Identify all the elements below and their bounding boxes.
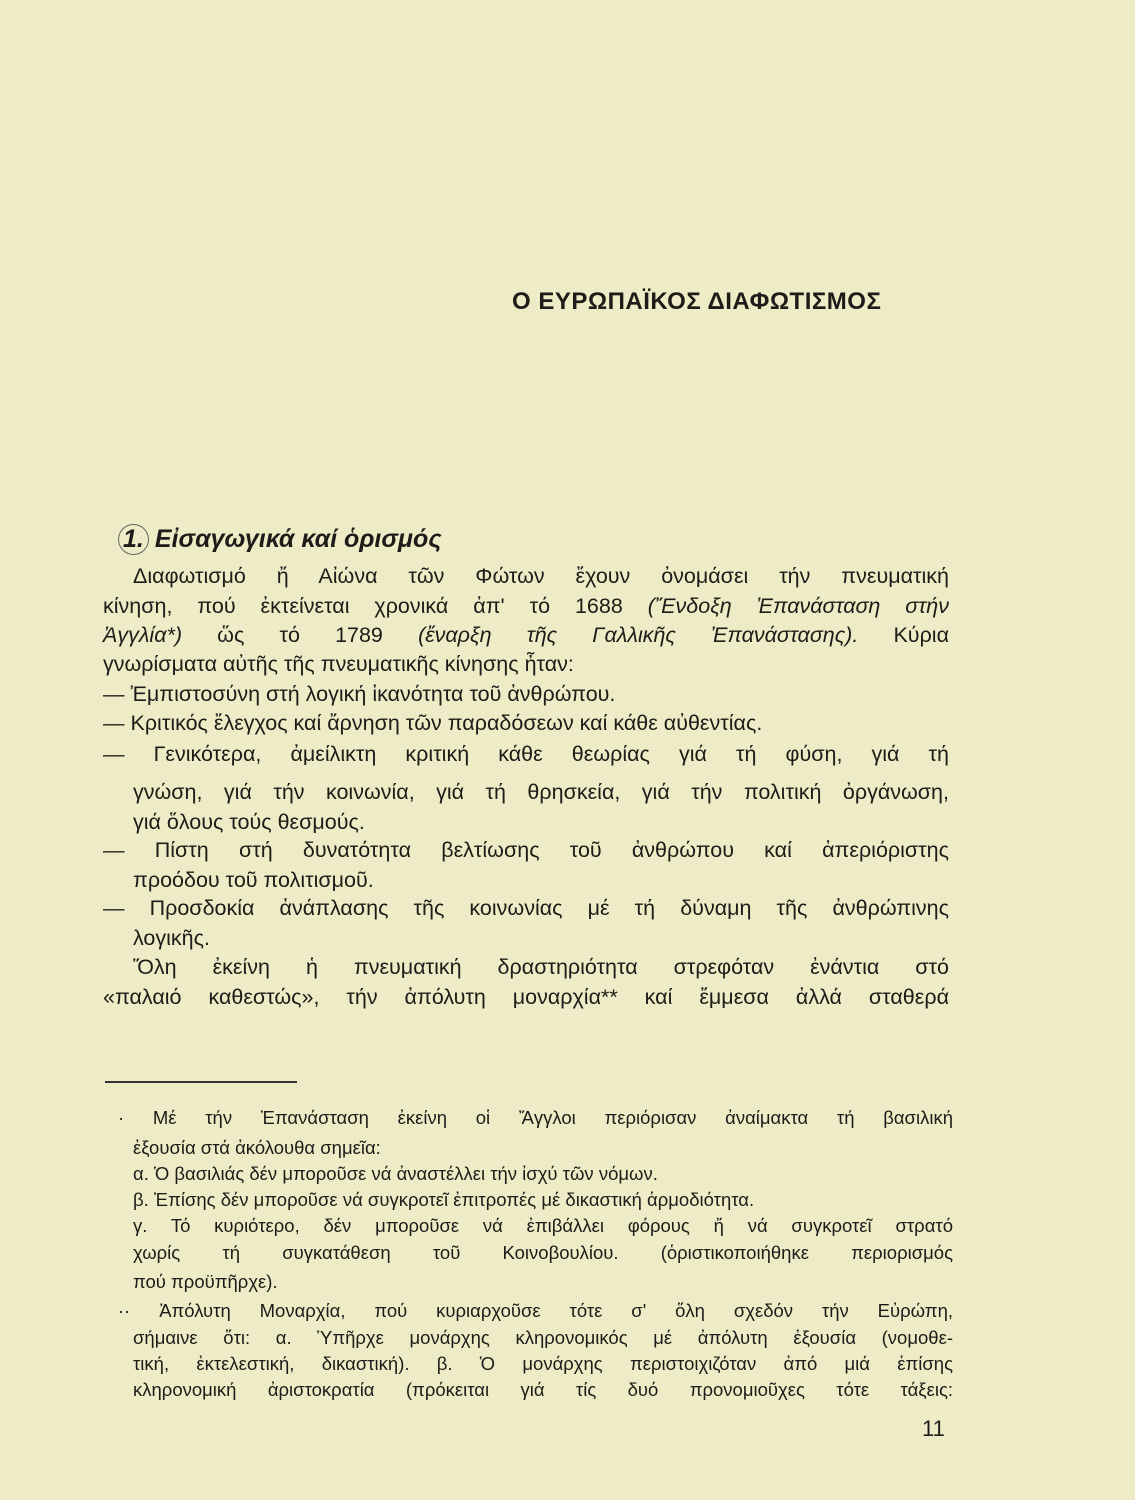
text-segment: γνώση, γιά τήν κοινωνία, γιά τή θρησκεία, γιά τήν πολιτική ὀργάνωση, xyxy=(133,780,949,804)
body-line xyxy=(133,808,949,836)
text-segment: χωρίς τή συγκατάθεση τοῦ Κοινοβουλίου. (ὁριστικοποιήθηκε περιορισμός xyxy=(133,1242,953,1263)
text-segment: · Μέ τήν Ἐπανάσταση ἐκείνη οἱ Ἄγγλοι περιόρισαν ἀναίμακτα τή βασιλική xyxy=(118,1107,953,1128)
text-segment: (ἔναρξη τῆς Γαλλικῆς Ἐπανάστασης). xyxy=(418,623,859,647)
text-segment: γιά ὅλους τούς θεσμούς. xyxy=(133,810,365,834)
section-heading-text: Εἰσαγωγικά καί ὁρισμός xyxy=(154,525,442,553)
text-segment: κίνηση, πού ἐκτείνεται χρονικά ἀπ' τό 1688 xyxy=(103,594,648,618)
text-segment: ·· Ἀπόλυτη Μοναρχία, πού κυριαρχοῦσε τότε σ' ὅλη σχεδόν τήν Εὐρώπη, xyxy=(118,1300,953,1321)
text-segment: Διαφωτισμό ἤ Αἰώνα τῶν Φώτων ἔχουν ὀνομάσει τήν πνευματική xyxy=(133,564,949,588)
text-segment: — Γενικότερα, ἀμείλικτη κριτική κάθε θεωρίας γιά τή φύση, γιά τή xyxy=(103,742,949,766)
footnote-line xyxy=(118,1299,953,1323)
text-segment: Ὅλη ἐκείνη ἡ πνευματική δραστηριότητα στρεφόταν ἐνάντια στό xyxy=(133,955,949,979)
text-segment: τική, ἐκτελεστική, δικαστική). β. Ὁ μονάρχης περιστοιχιζόταν ἀπό μιά ἐπίσης xyxy=(133,1353,953,1374)
footnote-line xyxy=(133,1162,953,1186)
text-segment: γνωρίσματα αὐτῆς τῆς πνευματικῆς κίνησης ἦταν: xyxy=(103,652,574,676)
text-segment: Ἀγγλία*) xyxy=(103,623,182,647)
text-segment: ὥς τό 1789 xyxy=(182,623,419,647)
text-segment: β. Ἐπίσης δέν μποροῦσε νά συγκροτεῖ ἐπιτροπές μέ δικαστική ἁρμοδιότητα. xyxy=(133,1189,755,1210)
body-line xyxy=(103,740,949,768)
text-segment: πού προϋπῆρχε). xyxy=(133,1271,278,1292)
body-line xyxy=(103,680,949,708)
body-line xyxy=(103,621,949,649)
text-segment: κληρονομική ἀριστοκρατία (πρόκειται γιά τίς δυό προνομιοῦχες τότε τάξεις: xyxy=(133,1379,953,1400)
body-line xyxy=(103,953,949,981)
footnote-line xyxy=(133,1378,953,1402)
body-line xyxy=(133,924,949,952)
section-heading xyxy=(118,524,442,555)
text-segment: — Πίστη στή δυνατότητα βελτίωσης τοῦ ἀνθρώπου καί ἀπεριόριστης xyxy=(103,838,949,862)
footnote-line xyxy=(133,1326,953,1350)
body-line xyxy=(103,592,949,620)
footnote-divider xyxy=(105,1081,297,1083)
footnote-line xyxy=(133,1136,953,1160)
body-line xyxy=(103,983,949,1011)
footnote-line xyxy=(133,1188,953,1212)
footnote-line xyxy=(133,1352,953,1376)
body-line xyxy=(103,562,949,590)
body-line xyxy=(103,836,949,864)
body-line xyxy=(133,778,949,806)
text-segment: λογικῆς. xyxy=(133,926,210,950)
text-segment: Κύρια xyxy=(858,623,950,647)
text-segment: — Κριτικός ἔλεγχος καί ἄρνηση τῶν παραδόσεων καί κάθε αὐθεντίας. xyxy=(103,711,763,735)
page-number: 11 xyxy=(922,1416,945,1441)
footnote-line xyxy=(133,1270,953,1294)
body-line xyxy=(103,894,949,922)
body-line xyxy=(133,866,949,894)
text-segment: «παλαιό καθεστώς», τήν ἀπόλυτη μοναρχία** καί ἔμμεσα ἀλλά σταθερά xyxy=(103,985,949,1009)
text-segment: σήμαινε ὅτι: α. Ὑπῆρχε μονάρχης κληρονομικός μέ ἀπόλυτη ἐξουσία (νομοθε- xyxy=(133,1327,953,1348)
text-segment: γ. Τό κυριότερο, δέν μποροῦσε νά ἐπιβάλλει φόρους ἤ νά συγκροτεῖ στρατό xyxy=(133,1215,953,1236)
text-segment: προόδου τοῦ πολιτισμοῦ. xyxy=(133,868,374,892)
text-segment: — Προσδοκία ἀνάπλασης τῆς κοινωνίας μέ τή δύναμη τῆς ἀνθρώπινης xyxy=(103,896,949,920)
text-segment: ἐξουσία στά ἀκόλουθα σημεῖα: xyxy=(133,1137,381,1158)
footnote-line xyxy=(118,1106,953,1130)
footnote-line xyxy=(133,1214,953,1238)
body-line xyxy=(103,650,949,678)
body-line xyxy=(103,709,949,737)
section-number: 1. xyxy=(118,524,149,555)
chapter-title: Ο ΕΥΡΩΠΑΪΚΟΣ ΔΙΑΦΩΤΙΣΜΟΣ xyxy=(512,288,882,315)
footnote-line xyxy=(133,1241,953,1265)
text-segment: (Ἔνδοξη Ἐπανάσταση στήν xyxy=(647,594,949,618)
text-segment: — Ἐμπιστοσύνη στή λογική ἱκανότητα τοῦ ἀνθρώπου. xyxy=(103,682,616,706)
text-segment: α. Ὁ βασιλιάς δέν μποροῦσε νά ἀναστέλλει τήν ἰσχύ τῶν νόμων. xyxy=(133,1163,658,1184)
